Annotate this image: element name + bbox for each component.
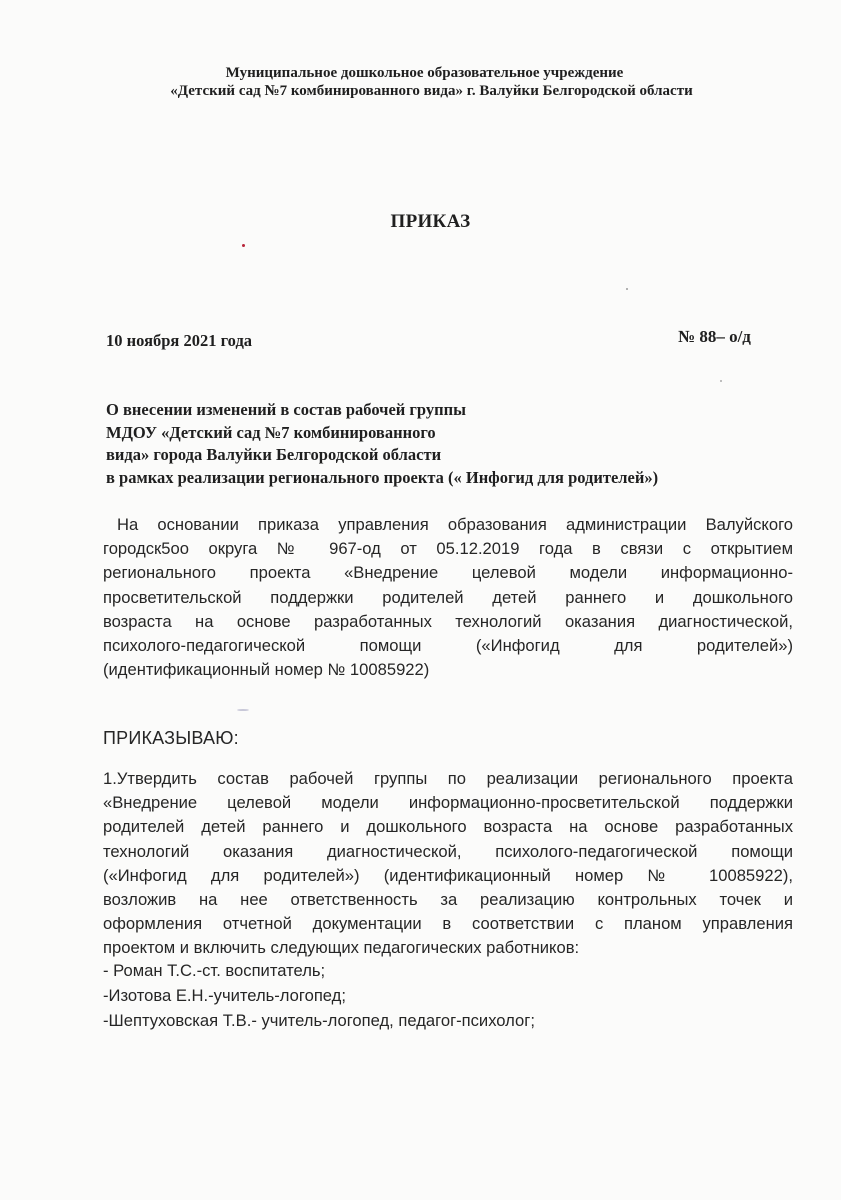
- basis-line: городск5оо округа № 967-од от 05.12.2019 года в связи с открытием: [103, 539, 793, 559]
- order-number: № 88– о/д: [678, 327, 751, 346]
- subject-line: в рамках реализации регионального проекта (« Инфогид для родителей»): [106, 467, 659, 487]
- member-item: -Шептуховская Т.В.- учитель-логопед, педагог-психолог;: [103, 1011, 535, 1030]
- document-title: ПРИКАЗ: [390, 211, 471, 232]
- scan-speck: [720, 380, 722, 382]
- order-date: 10 ноября 2021 года: [106, 331, 253, 350]
- working-group-members: [103, 958, 535, 1033]
- order-heading: ПРИКАЗЫВАЮ:: [103, 728, 239, 748]
- order-item-1: [103, 767, 793, 961]
- basis-line: возраста на основе разработанных технологий оказания диагностической,: [103, 611, 793, 631]
- scan-speck: [237, 709, 249, 711]
- basis-line: (идентификационный номер № 10085922): [103, 660, 430, 680]
- organization-name-line1: Муниципальное дошкольное образовательное учреждение: [225, 65, 624, 81]
- scan-speck: [242, 244, 245, 247]
- item-line: 1.Утвердить состав рабочей группы по реализации регионального проекта: [103, 769, 793, 788]
- item-line: родителей детей раннего и дошкольного возраста на основе разработанных: [103, 817, 793, 837]
- item-line: («Инфогид для родителей») (идентификационный номер № 10085922),: [103, 865, 793, 885]
- item-line: технологий оказания диагностической, психолого-педагогической помощи: [103, 841, 793, 861]
- member-item: - Роман Т.С.-ст. воспитатель;: [103, 961, 326, 980]
- basis-line: просветительской поддержки родителей детей раннего и дошкольного: [103, 587, 793, 607]
- organization-header: [0, 64, 841, 100]
- basis-line: регионального проекта «Внедрение целевой модели информационно-: [103, 563, 793, 583]
- item-line: проектом и включить следующих педагогических работников:: [103, 938, 580, 958]
- order-subject: [106, 399, 806, 489]
- basis-line: психолого-педагогической помощи («Инфогид для родителей»): [103, 636, 793, 656]
- member-item: -Изотова Е.Н.-учитель-логопед;: [103, 986, 346, 1005]
- basis-line: На основании приказа управления образования администрации Валуйского: [117, 515, 793, 534]
- basis-paragraph: [103, 513, 793, 682]
- subject-line: О внесении изменений в состав рабочей группы: [106, 400, 467, 419]
- subject-line: вида» города Валуйки Белгородской области: [106, 445, 442, 464]
- scan-speck: [626, 288, 628, 290]
- item-line: «Внедрение целевой модели информационно-просветительской поддержки: [103, 793, 793, 813]
- item-line: возложив на нее ответственность за реализацию контрольных точек и: [103, 890, 793, 910]
- subject-line: МДОУ «Детский сад №7 комбинированного: [106, 422, 436, 442]
- organization-name-line2: «Детский сад №7 комбинированного вида» г. Валуйки Белгородской области: [170, 83, 693, 99]
- item-line: оформления отчетной документации в соответствии с планом управления: [103, 914, 793, 934]
